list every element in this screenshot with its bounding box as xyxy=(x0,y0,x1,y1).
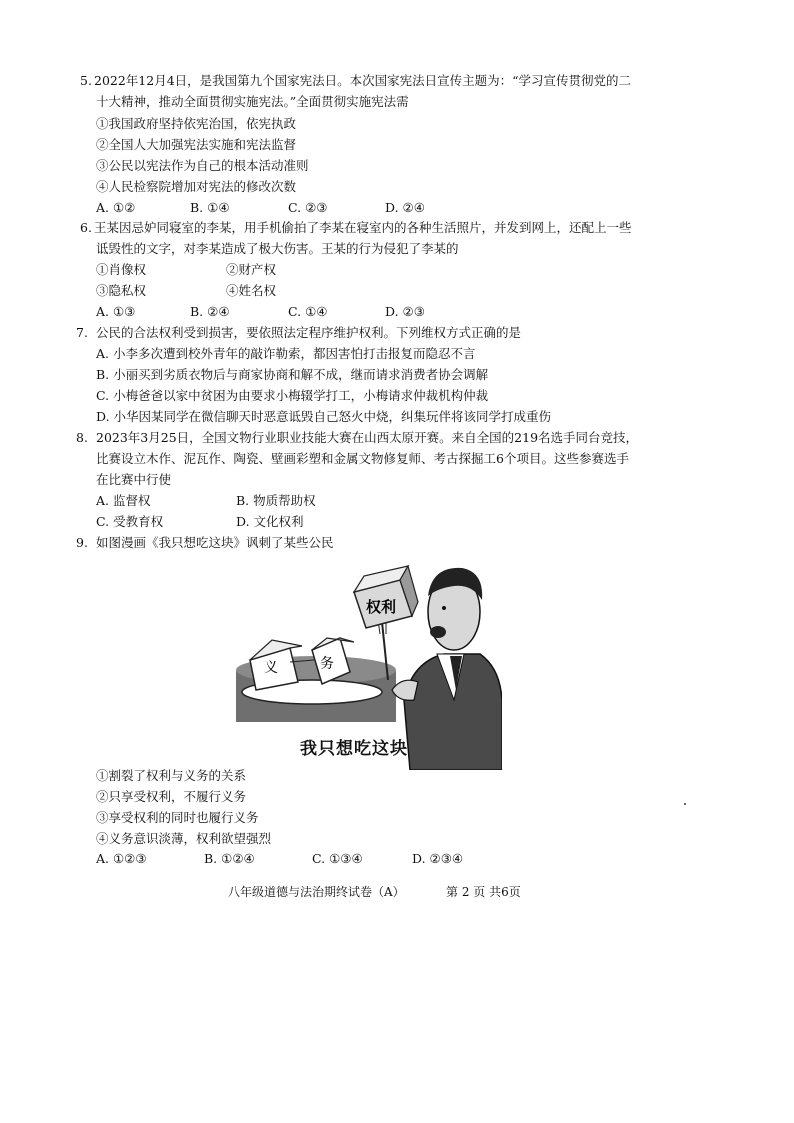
q7-number: 7. xyxy=(76,325,88,340)
q9-option-c: C. ①③④ xyxy=(312,851,363,866)
q6-item-2: ②财产权 xyxy=(226,262,277,277)
q5-stem-line2: 十大精神，推动全面贯彻实施宪法。”全面贯彻实施宪法需 xyxy=(96,94,409,109)
q7-option-c: C. 小梅爸爸以家中贫困为由要求小梅辍学打工，小梅请求仲裁机构仲裁 xyxy=(96,388,489,403)
q5-number: 5. xyxy=(80,73,92,88)
q6-item-3: ③隐私权 xyxy=(96,283,147,298)
footer-page-number: 第 2 页 共6页 xyxy=(446,885,521,899)
q8-option-a: A. 监督权 xyxy=(96,493,151,508)
q8-option-c: C. 受教育权 xyxy=(96,514,164,529)
cake-label-1: 义 xyxy=(264,660,278,676)
q7-option-b: B. 小丽买到劣质衣物后与商家协商和解不成，继而请求消费者协会调解 xyxy=(96,367,489,382)
q9-number: 9. xyxy=(76,535,88,550)
q9-option-d: D. ②③④ xyxy=(412,851,464,866)
q8-stem-line2: 比赛设立木作、泥瓦作、陶瓷、壁画彩塑和金属文物修复师、考古探掘工6个项目。这些参赛选手 xyxy=(96,451,629,466)
q9-item-3: ③享受权利的同时也履行义务 xyxy=(96,810,259,825)
footer-exam-title: 八年级道德与法治期终试卷（A） xyxy=(228,885,405,899)
q5-item-2: ②全国人大加强宪法实施和宪法监督 xyxy=(96,137,297,152)
q9-item-2: ②只享受权利，不履行义务 xyxy=(96,789,247,804)
q9-stem: 9. 如图漫画《我只想吃这块》讽刺了某些公民 xyxy=(76,535,334,550)
q5-option-a: A. ①② xyxy=(96,200,136,215)
q6-option-b: B. ②④ xyxy=(190,304,230,319)
cartoon-caption: 我只想吃这块 xyxy=(300,739,408,759)
q6-option-c: C. ①④ xyxy=(288,304,328,319)
q5-item-4: ④人民检察院增加对宪法的修改次数 xyxy=(96,179,297,194)
q5-stem-line1: 5. 2022年12月4日，是我国第九个国家宪法日。本次国家宪法日宣传主题为：“学习宣传贯彻党的二 xyxy=(80,73,632,88)
q5-item-1: ①我国政府坚持依宪治国，依宪执政 xyxy=(96,116,297,131)
q5-item-3: ③公民以宪法作为自己的根本活动准则 xyxy=(96,158,309,173)
q5-option-b: B. ①④ xyxy=(190,200,230,215)
q9-item-4: ④义务意识淡薄，权利欲望强烈 xyxy=(96,831,272,846)
q6-item-4: ④姓名权 xyxy=(226,283,277,298)
q8-option-b: B. 物质帮助权 xyxy=(236,493,316,508)
q6-option-d: D. ②③ xyxy=(385,304,425,319)
q8-stem-line3: 在比赛中行使 xyxy=(96,472,172,487)
q9-option-b: B. ①②④ xyxy=(204,851,255,866)
q6-number: 6. xyxy=(80,220,92,235)
stray-mark xyxy=(684,803,686,805)
q7-option-a: A. 小李多次遭到校外青年的敲诈勒索，都因害怕打击报复而隐忍不言 xyxy=(96,346,476,361)
q5-option-c: C. ②③ xyxy=(288,200,328,215)
rights-block-label: 权利 xyxy=(366,598,397,616)
q6-stem-line1: 6. 王某因忌妒同寝室的李某，用手机偷拍了李某在寝室内的各种生活照片，并发到网上，还配上一些 xyxy=(80,220,632,235)
q9-item-1: ①割裂了权利与义务的关系 xyxy=(96,768,247,783)
q9-option-a: A. ①②③ xyxy=(96,851,147,866)
q8-option-d: D. 文化权利 xyxy=(236,514,304,529)
q6-stem-line2: 诋毁性的文字，对李某造成了极大伤害。王某的行为侵犯了李某的 xyxy=(96,241,459,256)
cake-label-2: 务 xyxy=(320,656,334,672)
q7-stem: 7. 公民的合法权利受到损害，要依照法定程序维护权利。下列维权方式正确的是 xyxy=(76,325,522,340)
q5-option-d: D. ②④ xyxy=(385,200,425,215)
q6-option-a: A. ①③ xyxy=(96,304,136,319)
q8-stem-line1: 8. 2023年3月25日，全国文物行业职业技能大赛在山西太原开赛。来自全国的219名选手同台竞技， xyxy=(76,430,639,445)
q6-item-1: ①肖像权 xyxy=(96,262,147,277)
q8-number: 8. xyxy=(76,430,88,445)
q7-option-d: D. 小华因某同学在微信聊天时恶意诋毁自己怒火中烧，纠集玩伴将该同学打成重伤 xyxy=(96,409,552,424)
